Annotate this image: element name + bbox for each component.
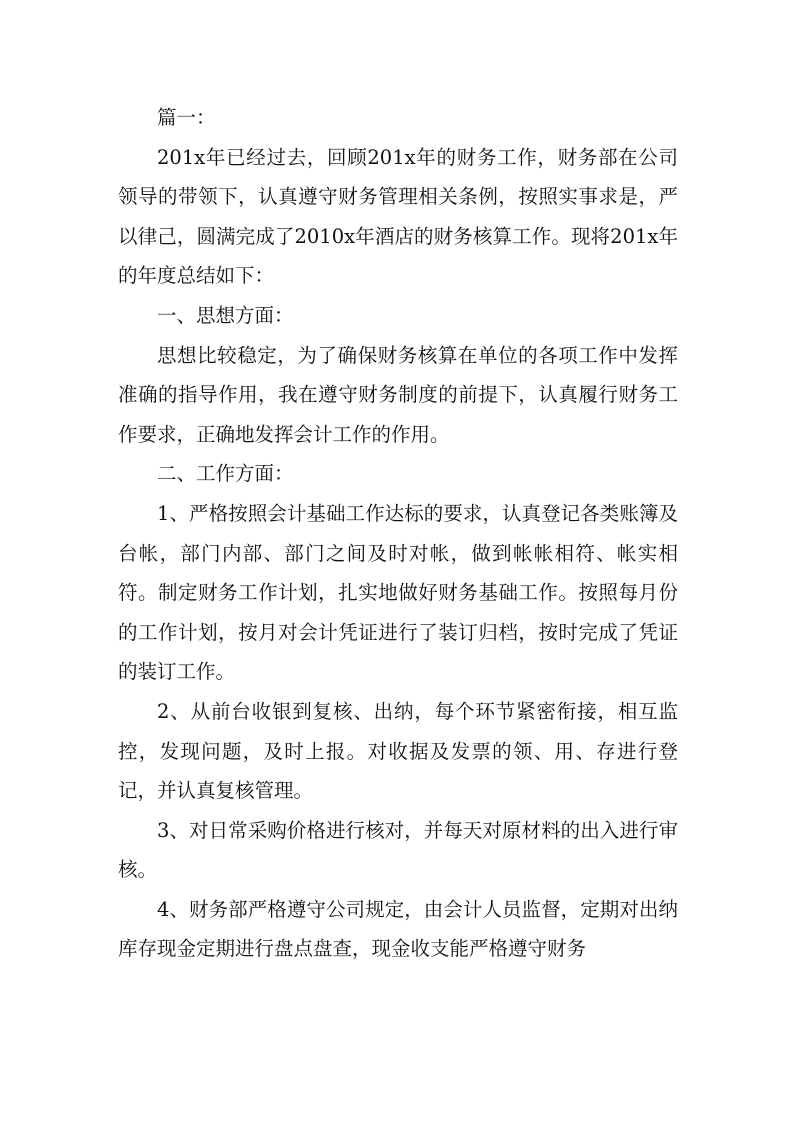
paragraph-work-item-2: 2、从前台收银到复核、出纳，每个环节紧密衔接，相互监控，发现问题，及时上报。对收据及发票的领、用、存进行登记，并认真复核管理。 (118, 699, 678, 803)
section-heading-work: 二、工作方面： (157, 462, 294, 486)
paragraph-work-item-4: 4、财务部严格遵守公司规定，由会计人员监督，定期对出纳库存现金定期进行盘点盘查，现金收支能严格遵守财务 (118, 897, 678, 961)
section-heading: 篇一： (157, 106, 216, 129)
paragraph-work-item-1: 1、严格按照会计基础工作达标的要求，认真登记各类账簿及台帐，部门内部、部门之间及时对帐，做到帐帐相符、帐实相符。制定财务工作计划，扎实地做好财务基础工作。按照每月份的工作计划，按月对会计凭证进行了装订归档，按时完成了凭证的装订工作。 (118, 501, 678, 684)
paragraph-intro: 201x年已经过去，回顾201x年的财务工作，财务部在公司领导的带领下，认真遵守财务管理相关条例，按照实事求是，严以律己，圆满完成了2010x年酒店的财务核算工作。现将201x年的年度总结如下： (118, 145, 678, 288)
paragraph-work-item-3: 3、对日常采购价格进行核对，并每天对原材料的出入进行审核。 (118, 818, 678, 882)
paragraph-thinking: 思想比较稳定，为了确保财务核算在单位的各项工作中发挥准确的指导作用，我在遵守财务制度的前提下，认真履行财务工作要求，正确地发挥会计工作的作用。 (118, 343, 678, 446)
document-body (118, 98, 678, 969)
section-heading-thinking: 一、思想方面： (157, 303, 294, 327)
